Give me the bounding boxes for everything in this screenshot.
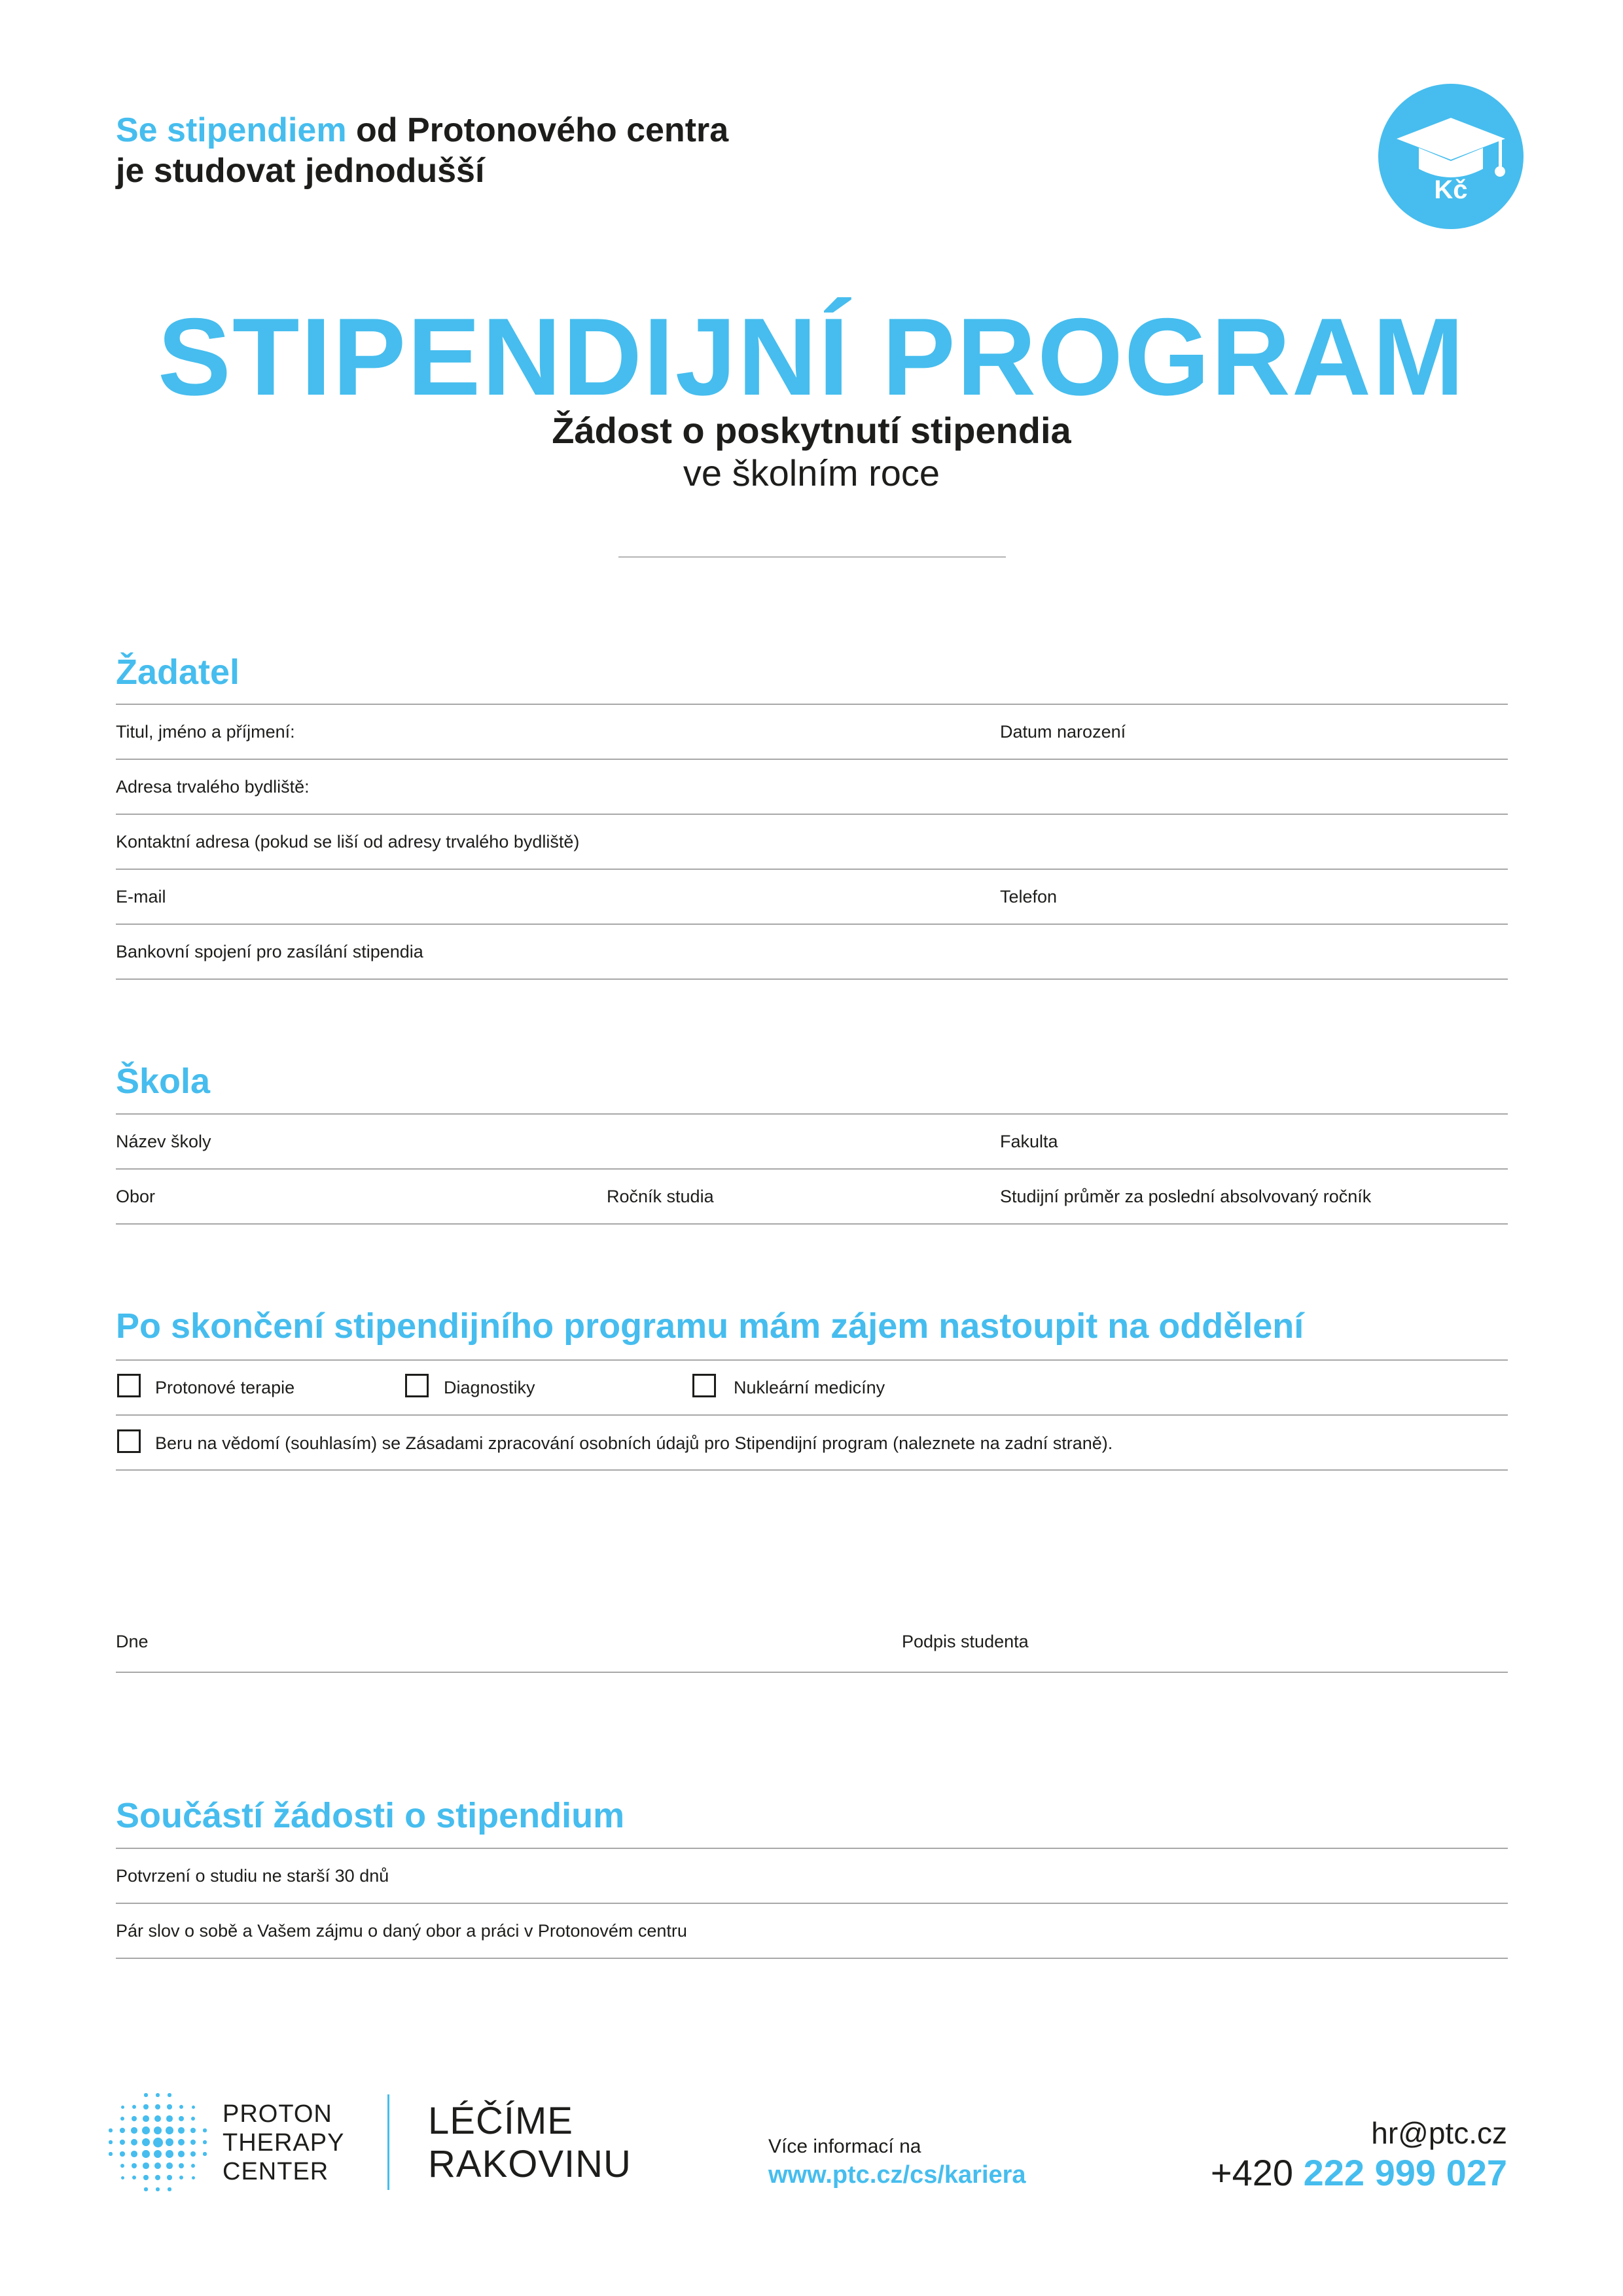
divider <box>116 1113 1508 1115</box>
birth-date-field-label[interactable]: Datum narození <box>1000 722 1126 742</box>
logo-dot <box>166 2162 173 2169</box>
divider <box>116 1848 1508 1849</box>
divider <box>116 814 1508 815</box>
logo-dot <box>154 2150 162 2159</box>
study-year-label[interactable]: Ročník studia <box>607 1187 714 1206</box>
logo-dot <box>155 2104 160 2109</box>
logo-dot <box>120 2151 124 2156</box>
brand-line: THERAPY <box>223 2129 345 2157</box>
divider <box>116 978 1508 980</box>
logo-dot <box>178 2127 185 2134</box>
logo-dot <box>120 2140 125 2145</box>
logo-dot <box>131 2139 137 2145</box>
logo-dot <box>179 2105 183 2109</box>
logo-dot <box>109 2140 112 2144</box>
logo-dot <box>178 2151 185 2157</box>
contact-address-field-label[interactable]: Kontaktní adresa (pokud se liší od adresy trvalého bydliště) <box>116 832 580 852</box>
logo-dot <box>121 2106 124 2109</box>
phone-prefix: +420 <box>1210 2152 1294 2193</box>
logo-dot <box>203 2140 206 2144</box>
slogan <box>428 2100 632 2186</box>
school-name-field-label[interactable]: Název školy <box>116 1132 211 1151</box>
logo-dot <box>109 2152 112 2155</box>
divider <box>116 704 1508 705</box>
logo-dot <box>132 2105 136 2109</box>
ptc-logo-icon <box>109 2093 207 2191</box>
logo-dot <box>168 2093 171 2096</box>
logo-dot <box>143 2162 149 2169</box>
contact-email[interactable]: hr@ptc.cz <box>1371 2116 1507 2150</box>
logo-dot <box>166 2150 173 2158</box>
logo-dot <box>142 2150 150 2158</box>
career-link[interactable]: www.ptc.cz/cs/kariera <box>768 2161 1026 2189</box>
footer-divider <box>387 2094 389 2190</box>
logo-dot <box>142 2138 151 2147</box>
logo-dot <box>144 2093 147 2096</box>
divider <box>116 869 1508 870</box>
tagline-highlight: Se stipendiem <box>116 111 347 149</box>
option-label: Nukleární medicíny <box>734 1378 885 1397</box>
contact-phone[interactable] <box>1211 2152 1507 2194</box>
logo-dot <box>178 2139 185 2145</box>
tagline-rest: od Protonového centra <box>346 111 729 149</box>
divider <box>116 1958 1508 1959</box>
logo-dot <box>179 2116 184 2121</box>
logo-dot <box>142 2126 150 2134</box>
divider <box>116 1672 1508 1673</box>
consent-label: Beru na vědomí (souhlasím) se Zásadami zpracování osobních údajů pro Stipendijní program (naleznete na zadní straně). <box>155 1433 1113 1453</box>
logo-dot <box>179 2163 184 2168</box>
logo-dot <box>167 2104 171 2109</box>
divider <box>116 1168 1508 1170</box>
checkbox-nuclear-medicine[interactable] <box>692 1374 716 1397</box>
logo-dot <box>120 2164 124 2168</box>
logo-dot <box>154 2115 161 2122</box>
divider <box>116 759 1508 760</box>
date-field-label[interactable]: Dne <box>116 1632 149 1651</box>
attachment-item: Pár slov o sobě a Vašem zájmu o daný obor a práci v Protonovém centru <box>116 1921 687 1941</box>
scholarship-badge <box>1378 84 1524 229</box>
logo-dot <box>166 2115 173 2122</box>
school-year-label: ve školním roce <box>683 452 940 493</box>
logo-dot <box>143 2104 148 2109</box>
logo-dot <box>156 2093 159 2096</box>
logo-dot <box>131 2127 137 2134</box>
logo-dot <box>192 2106 195 2109</box>
brand-line: CENTER <box>223 2158 329 2185</box>
divider <box>116 1359 1508 1361</box>
logo-dot <box>143 2115 149 2122</box>
email-field-label[interactable]: E-mail <box>116 887 166 906</box>
attachments-heading: Součástí žádosti o stipendium <box>116 1796 625 1835</box>
logo-dot <box>120 2117 124 2121</box>
divider <box>116 1469 1508 1471</box>
more-info-label: Více informací na <box>768 2136 921 2157</box>
checkbox-diagnostics[interactable] <box>405 1374 429 1397</box>
logo-dot <box>192 2176 195 2179</box>
logo-dot <box>153 2138 163 2147</box>
logo-dot <box>203 2128 206 2132</box>
logo-dot <box>155 2175 160 2180</box>
logo-dot <box>179 2176 183 2179</box>
logo-dot <box>131 2151 137 2157</box>
divider <box>116 924 1508 925</box>
option-label: Protonové terapie <box>155 1378 295 1397</box>
applicant-heading: Žadatel <box>116 653 240 692</box>
logo-dot <box>166 2126 173 2134</box>
logo-dot <box>144 2187 147 2191</box>
name-field-label[interactable]: Titul, jméno a příjmení: <box>116 722 295 742</box>
tagline-line2: je studovat jednodušší <box>116 152 485 190</box>
divider <box>116 1223 1508 1225</box>
logo-dot <box>154 2126 162 2135</box>
grade-average-label[interactable]: Studijní průměr za poslední absolvovaný ročník <box>1000 1187 1372 1206</box>
logo-dot <box>190 2140 196 2145</box>
faculty-field-label[interactable]: Fakulta <box>1000 1132 1058 1151</box>
divider <box>116 1414 1508 1416</box>
page-subtitle: Žádost o poskytnutí stipendia <box>552 410 1071 451</box>
field-of-study-label[interactable]: Obor <box>116 1187 156 1206</box>
logo-dot <box>109 2128 112 2132</box>
school-year-field[interactable] <box>618 556 1006 558</box>
logo-dot <box>132 2116 137 2121</box>
bank-field-label[interactable]: Bankovní spojení pro zasílání stipendia <box>116 942 423 961</box>
logo-dot <box>132 2163 137 2168</box>
logo-dot <box>191 2117 195 2121</box>
option-label: Diagnostiky <box>444 1378 535 1397</box>
slogan-line: LÉČÍME <box>428 2100 573 2142</box>
phone-number: 222 999 027 <box>1303 2152 1507 2193</box>
logo-dot <box>132 2176 136 2179</box>
logo-dot <box>120 2128 124 2132</box>
logo-dot <box>190 2128 195 2132</box>
attachment-item: Potvrzení o studiu ne starší 30 dnů <box>116 1866 389 1886</box>
signature-field-label[interactable]: Podpis studenta <box>902 1632 1029 1651</box>
logo-dot <box>191 2164 195 2168</box>
phone-field-label[interactable]: Telefon <box>1000 887 1058 906</box>
brand-name <box>223 2100 344 2186</box>
school-heading: Škola <box>116 1062 211 1101</box>
logo-dot <box>167 2175 171 2179</box>
checkbox-proton-therapy[interactable] <box>117 1374 141 1397</box>
department-heading: Po skončení stipendijního programu mám zájem nastoupit na oddělení <box>116 1306 1304 1346</box>
divider <box>116 1903 1508 1904</box>
graduation-cap-icon <box>1378 84 1524 229</box>
logo-dot <box>168 2187 171 2191</box>
brand-line: PROTON <box>223 2100 332 2128</box>
logo-dot <box>166 2138 174 2147</box>
badge-text: Kč <box>1434 175 1468 204</box>
logo-dot <box>203 2152 206 2155</box>
logo-dot <box>154 2162 161 2169</box>
checkbox-consent[interactable] <box>117 1429 141 1453</box>
logo-dot <box>143 2175 148 2179</box>
logo-dot <box>156 2187 159 2191</box>
address-field-label[interactable]: Adresa trvalého bydliště: <box>116 777 310 797</box>
header-tagline <box>116 110 728 191</box>
logo-dot <box>190 2151 195 2156</box>
page-title: STIPENDIJNÍ PROGRAM <box>157 295 1466 418</box>
slogan-line: RAKOVINU <box>428 2143 632 2185</box>
logo-dot <box>121 2176 124 2179</box>
